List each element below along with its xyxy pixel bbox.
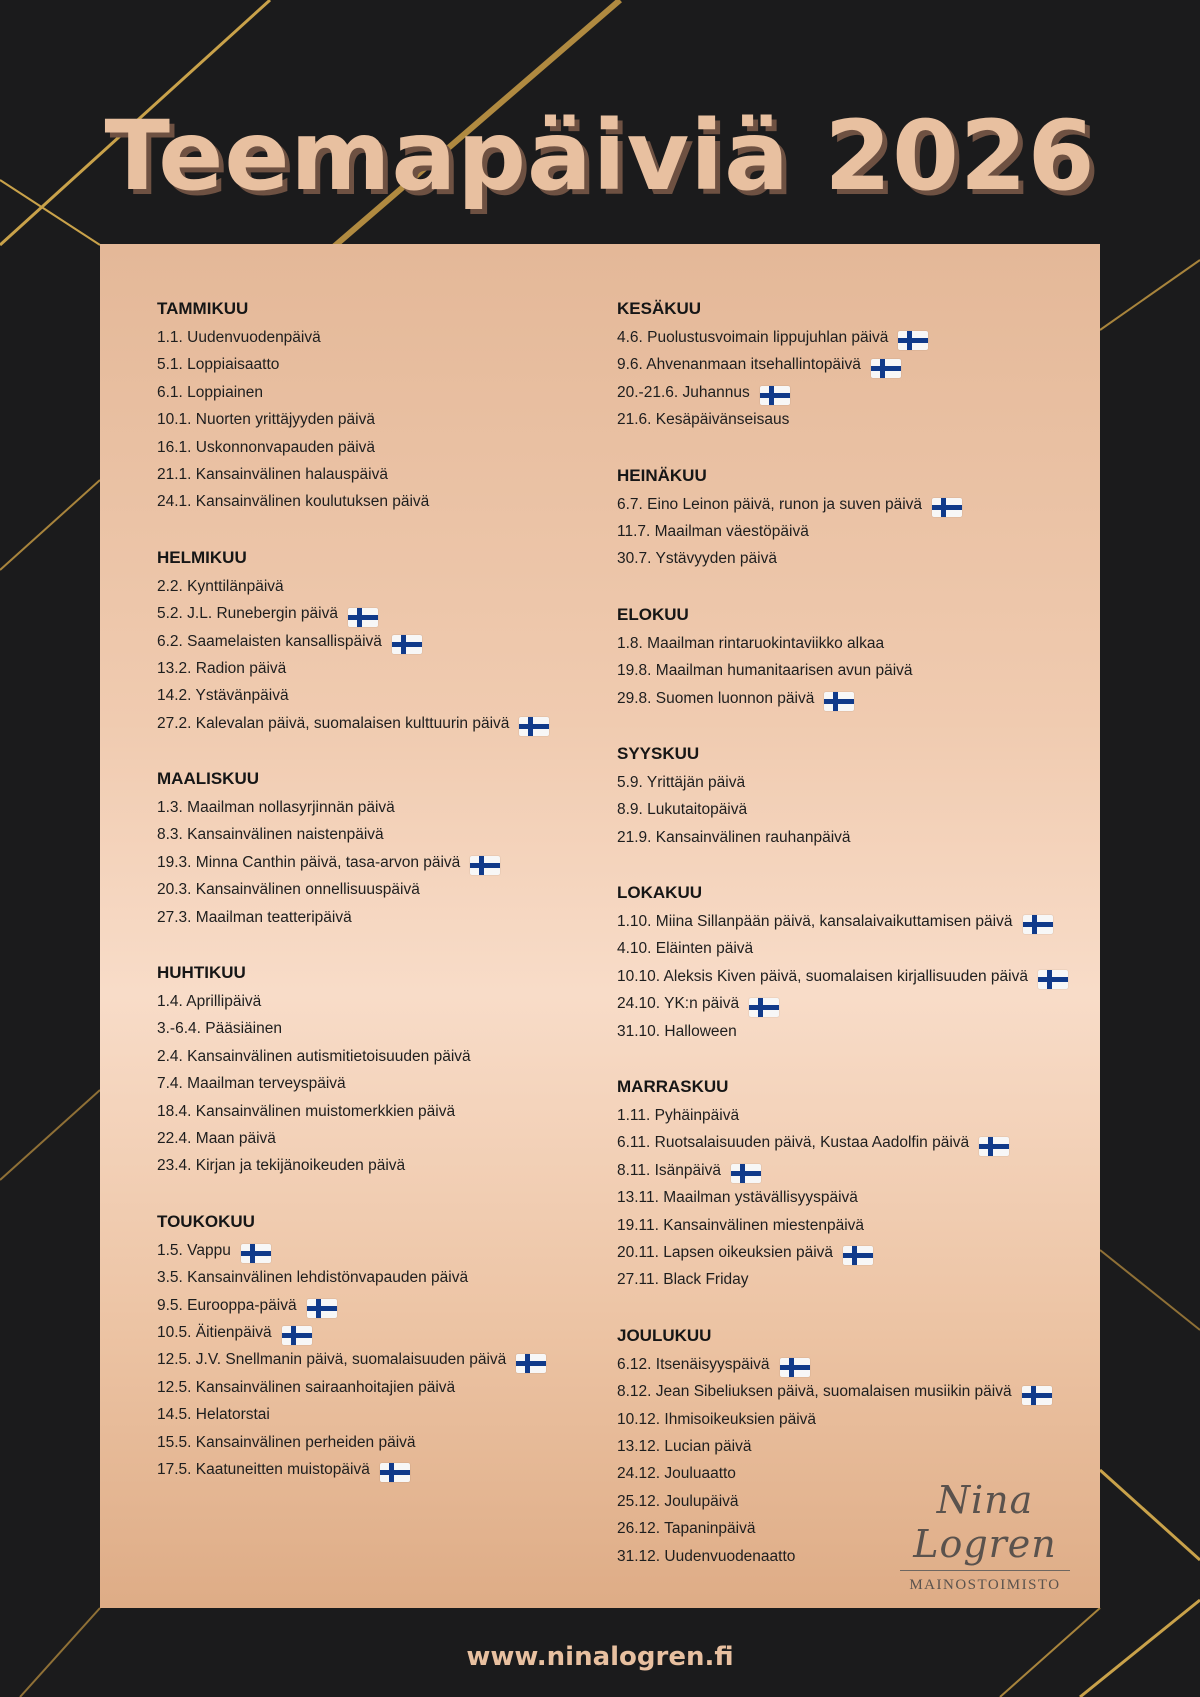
theme-day-text: 6.1. Loppiainen — [157, 383, 264, 401]
theme-day-text: 1.5. Vappu — [157, 1241, 231, 1259]
month-heading: HELMIKUU — [157, 547, 247, 567]
theme-day-entry — [617, 1102, 1067, 1129]
theme-day-entry — [617, 351, 1067, 378]
theme-day-entry — [157, 1015, 607, 1042]
theme-day-text: 19.11. Kansainvälinen miestenpäivä — [617, 1216, 865, 1234]
theme-day-text: 15.5. Kansainvälinen perheiden päivä — [157, 1433, 416, 1451]
theme-day-text: 1.11. Pyhäinpäivä — [617, 1107, 740, 1125]
month-section — [617, 1072, 1067, 1294]
theme-day-entry — [157, 1264, 607, 1291]
theme-day-entry — [157, 710, 607, 737]
theme-day-text: 1.1. Uudenvuodenpäivä — [157, 329, 321, 346]
theme-day-text: 31.10. Halloween — [617, 1022, 737, 1040]
theme-day-text: 13.11. Maailman ystävällisyyspäivä — [617, 1189, 858, 1207]
theme-day-text: 12.5. J.V. Snellmanin päivä, suomalaisuuden päivä — [157, 1351, 507, 1369]
finnish-flag-icon — [932, 498, 962, 517]
finnish-flag-icon — [519, 717, 549, 736]
theme-day-entry — [617, 1184, 1067, 1211]
month-section — [157, 294, 607, 516]
theme-day-text: 3.-6.4. Pääsiäinen — [157, 1020, 282, 1038]
theme-day-entry — [617, 1406, 1067, 1433]
theme-day-entry — [617, 990, 1067, 1017]
theme-day-entry — [617, 1239, 1067, 1266]
theme-day-entry — [617, 963, 1067, 990]
theme-day-entry — [617, 1157, 1067, 1184]
month-heading: MAALISKUU — [157, 769, 259, 789]
finnish-flag-icon — [1038, 970, 1068, 989]
month-heading: HEINÄKUU — [617, 465, 707, 485]
theme-day-text: 20.11. Lapsen oikeuksien päivä — [617, 1243, 834, 1261]
theme-day-entry — [157, 488, 607, 515]
finnish-flag-icon — [979, 1137, 1009, 1156]
theme-day-text: 30.7. Ystävyyden päivä — [617, 550, 777, 568]
finnish-flag-icon — [843, 1246, 873, 1265]
theme-day-text: 8.9. Lukutaitopäivä — [617, 801, 748, 819]
theme-day-text: 21.9. Kansainvälinen rauhanpäivä — [617, 828, 851, 846]
month-section — [157, 764, 607, 931]
theme-day-entry — [617, 1378, 1067, 1405]
theme-day-entry — [617, 545, 1067, 572]
month-section — [157, 958, 607, 1180]
theme-day-entry — [617, 491, 1067, 518]
theme-day-entry — [157, 1346, 607, 1373]
theme-day-text: 13.2. Radion päivä — [157, 659, 287, 677]
theme-day-text: 4.10. Eläinten päivä — [617, 940, 754, 958]
theme-day-text: 27.2. Kalevalan päivä, suomalaisen kulttuurin päivä — [157, 714, 510, 732]
theme-day-text: 29.8. Suomen luonnon päivä — [617, 689, 815, 707]
theme-day-text: 14.5. Helatorstai — [157, 1406, 270, 1424]
signature-tagline: MAINOSTOIMISTO — [909, 1577, 1061, 1593]
month-heading: MARRASKUU — [617, 1077, 729, 1097]
finnish-flag-icon — [380, 1463, 410, 1482]
right-column — [617, 294, 1067, 1597]
theme-day-entry — [157, 821, 607, 848]
month-heading: LOKAKUU — [617, 883, 702, 903]
theme-day-entry — [157, 1429, 607, 1456]
calendar-panel — [100, 244, 1100, 1608]
theme-day-entry — [617, 1433, 1067, 1460]
month-heading: SYYSKUU — [617, 743, 700, 763]
theme-day-text: 5.1. Loppiaisaatto — [157, 356, 280, 374]
month-heading: HUHTIKUU — [157, 963, 246, 983]
finnish-flag-icon — [760, 386, 790, 405]
theme-day-entry — [157, 1070, 607, 1097]
theme-day-text: 26.12. Tapaninpäivä — [617, 1520, 756, 1538]
theme-day-text: 7.4. Maailman terveyspäivä — [157, 1075, 346, 1093]
theme-day-entry — [617, 406, 1067, 433]
theme-day-entry — [157, 379, 607, 406]
finnish-flag-icon — [392, 635, 422, 654]
theme-day-text: 4.6. Puolustusvoimain lippujuhlan päivä — [617, 329, 889, 346]
finnish-flag-icon — [898, 331, 928, 350]
month-section — [157, 543, 607, 737]
theme-day-entry — [157, 1043, 607, 1070]
theme-day-text: 1.4. Aprillipäivä — [157, 993, 262, 1011]
theme-day-entry — [157, 628, 607, 655]
theme-day-text: 22.4. Maan päivä — [157, 1129, 276, 1147]
month-section — [617, 739, 1067, 851]
theme-day-entry — [157, 876, 607, 903]
finnish-flag-icon — [307, 1299, 337, 1318]
theme-day-text: 17.5. Kaatuneitten muistopäivä — [157, 1460, 370, 1478]
signature-name: Nina Logren — [913, 1478, 1057, 1566]
theme-day-entry — [617, 769, 1067, 796]
website-link[interactable]: www.ninalogren.fi — [466, 1642, 734, 1672]
theme-day-entry — [617, 824, 1067, 851]
theme-day-text: 19.3. Minna Canthin päivä, tasa-arvon päivä — [157, 853, 461, 871]
theme-day-entry — [617, 657, 1067, 684]
theme-day-entry — [157, 434, 607, 461]
theme-day-entry — [617, 1266, 1067, 1293]
finnish-flag-icon — [871, 359, 901, 378]
theme-day-text: 2.2. Kynttilänpäivä — [157, 577, 284, 595]
theme-day-entry — [157, 600, 607, 627]
left-column — [157, 294, 607, 1510]
month-section — [617, 878, 1067, 1045]
theme-day-entry — [617, 1129, 1067, 1156]
finnish-flag-icon — [1022, 1386, 1052, 1405]
theme-day-entry — [617, 796, 1067, 823]
finnish-flag-icon — [731, 1164, 761, 1183]
theme-day-entry — [157, 849, 607, 876]
theme-day-entry — [157, 461, 607, 488]
theme-day-entry — [617, 324, 1067, 351]
theme-day-text: 25.12. Joulupäivä — [617, 1492, 739, 1510]
theme-day-text: 31.12. Uudenvuodenaatto — [617, 1547, 796, 1565]
month-heading: TOUKOKUU — [157, 1211, 255, 1231]
theme-day-entry — [157, 406, 607, 433]
theme-day-entry — [157, 1292, 607, 1319]
theme-day-entry — [617, 1212, 1067, 1239]
theme-day-text: 21.1. Kansainvälinen halauspäivä — [157, 465, 388, 483]
theme-day-entry — [157, 1125, 607, 1152]
theme-day-text: 10.5. Äitienpäivä — [157, 1323, 272, 1341]
theme-day-text: 24.1. Kansainvälinen koulutuksen päivä — [157, 493, 430, 511]
signature-logo — [890, 1478, 1080, 1594]
theme-day-text: 8.11. Isänpäivä — [617, 1161, 721, 1179]
theme-day-entry — [617, 630, 1067, 657]
theme-day-entry — [617, 379, 1067, 406]
theme-day-text: 21.6. Kesäpäivänseisaus — [617, 411, 790, 429]
theme-day-text: 24.10. YK:n päivä — [617, 995, 740, 1013]
theme-day-entry — [617, 935, 1067, 962]
theme-day-text: 10.1. Nuorten yrittäjyyden päivä — [157, 411, 375, 429]
theme-day-entry — [157, 1152, 607, 1179]
theme-day-entry — [157, 904, 607, 931]
theme-day-text: 20.-21.6. Juhannus — [617, 383, 750, 401]
finnish-flag-icon — [780, 1358, 810, 1377]
theme-day-entry — [617, 518, 1067, 545]
theme-day-text: 14.2. Ystävänpäivä — [157, 687, 289, 705]
month-heading: JOULUKUU — [617, 1325, 712, 1345]
theme-day-text: 12.5. Kansainvälinen sairaanhoitajien päivä — [157, 1378, 456, 1396]
theme-day-text: 1.10. Miina Sillanpään päivä, kansalaivaikuttamisen päivä — [617, 913, 1013, 931]
theme-day-text: 27.11. Black Friday — [617, 1271, 749, 1289]
theme-day-text: 10.10. Aleksis Kiven päivä, suomalaisen kirjallisuuden päivä — [617, 967, 1028, 985]
theme-day-text: 20.3. Kansainvälinen onnellisuuspäivä — [157, 881, 420, 899]
theme-day-entry — [157, 682, 607, 709]
theme-day-entry — [157, 1456, 607, 1483]
theme-day-text: 19.8. Maailman humanitaarisen avun päivä — [617, 662, 913, 680]
month-heading: KESÄKUU — [617, 299, 702, 318]
theme-day-text: 5.9. Yrittäjän päivä — [617, 773, 746, 791]
theme-day-text: 11.7. Maailman väestöpäivä — [617, 522, 809, 540]
theme-day-entry — [157, 1401, 607, 1428]
theme-day-entry — [157, 1319, 607, 1346]
theme-day-text: 6.11. Ruotsalaisuuden päivä, Kustaa Aadolfin päivä — [617, 1134, 970, 1152]
theme-day-text: 24.12. Jouluaatto — [617, 1465, 736, 1483]
theme-day-text: 16.1. Uskonnonvapauden päivä — [157, 438, 376, 456]
month-section — [617, 294, 1067, 434]
finnish-flag-icon — [1023, 915, 1053, 934]
theme-day-text: 23.4. Kirjan ja tekijänoikeuden päivä — [157, 1157, 406, 1175]
finnish-flag-icon — [348, 608, 378, 627]
month-section — [157, 1207, 607, 1484]
month-heading: TAMMIKUU — [157, 299, 249, 318]
theme-day-text: 9.6. Ahvenanmaan itsehallintopäivä — [617, 356, 861, 374]
theme-day-entry — [617, 685, 1067, 712]
theme-day-entry — [157, 573, 607, 600]
theme-day-entry — [157, 655, 607, 682]
page-title: Teemapäiviä 2026 — [104, 100, 1096, 212]
theme-day-text: 5.2. J.L. Runebergin päivä — [157, 605, 338, 623]
theme-day-text: 10.12. Ihmisoikeuksien päivä — [617, 1410, 817, 1428]
finnish-flag-icon — [824, 692, 854, 711]
theme-day-text: 6.12. Itsenäisyyspäivä — [617, 1355, 770, 1373]
theme-day-text: 1.8. Maailman rintaruokintaviikko alkaa — [617, 634, 885, 652]
signature-divider — [900, 1570, 1070, 1571]
finnish-flag-icon — [749, 998, 779, 1017]
theme-day-entry — [157, 1374, 607, 1401]
theme-day-entry — [157, 324, 607, 351]
theme-day-text: 2.4. Kansainvälinen autismitietoisuuden päivä — [157, 1047, 471, 1065]
month-section — [617, 600, 1067, 712]
month-heading: ELOKUU — [617, 604, 689, 624]
theme-day-text: 1.3. Maailman nollasyrjinnän päivä — [157, 799, 395, 817]
theme-day-text: 3.5. Kansainvälinen lehdistönvapauden päivä — [157, 1269, 469, 1287]
theme-day-entry — [157, 351, 607, 378]
theme-day-entry — [617, 908, 1067, 935]
theme-day-text: 18.4. Kansainvälinen muistomerkkien päivä — [157, 1102, 456, 1120]
theme-day-text: 8.12. Jean Sibeliuksen päivä, suomalaisen musiikin päivä — [617, 1383, 1012, 1401]
finnish-flag-icon — [516, 1354, 546, 1373]
theme-day-text: 6.2. Saamelaisten kansallispäivä — [157, 632, 382, 650]
theme-day-entry — [157, 794, 607, 821]
theme-day-text: 27.3. Maailman teatteripäivä — [157, 908, 352, 926]
theme-day-text: 6.7. Eino Leinon päivä, runon ja suven päivä — [617, 495, 923, 513]
theme-day-entry — [157, 1098, 607, 1125]
theme-day-text: 8.3. Kansainvälinen naistenpäivä — [157, 826, 384, 844]
theme-day-entry — [617, 1351, 1067, 1378]
theme-day-text: 13.12. Lucian päivä — [617, 1437, 752, 1455]
month-section — [617, 461, 1067, 573]
theme-day-entry — [617, 1018, 1067, 1045]
theme-day-entry — [157, 988, 607, 1015]
finnish-flag-icon — [282, 1326, 312, 1345]
finnish-flag-icon — [470, 856, 500, 875]
finnish-flag-icon — [241, 1244, 271, 1263]
theme-day-entry — [157, 1237, 607, 1264]
theme-day-text: 9.5. Eurooppa-päivä — [157, 1296, 297, 1314]
